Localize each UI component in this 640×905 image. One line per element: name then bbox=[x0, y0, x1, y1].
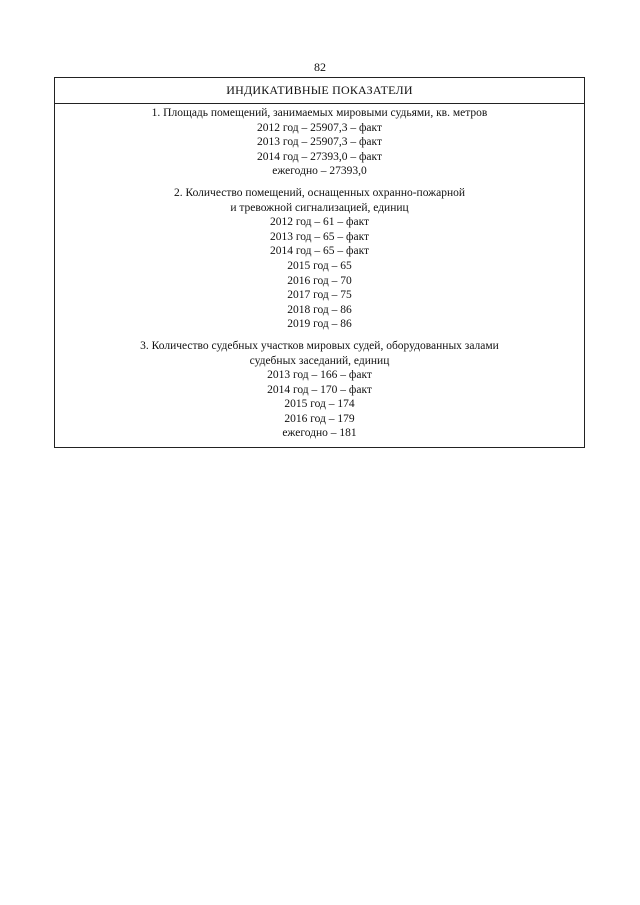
indicator-value: 2015 год – 174 bbox=[284, 398, 355, 411]
indicator-value: 2014 год – 170 – факт bbox=[267, 383, 372, 396]
indicators-table bbox=[54, 77, 585, 448]
indicator-area bbox=[55, 106, 584, 179]
indicator-value: 2018 год – 86 bbox=[287, 303, 352, 316]
indicator-value: 2019 год – 86 bbox=[287, 318, 352, 331]
indicator-value: 2017 год – 75 bbox=[287, 289, 352, 302]
indicator-value: 2014 год – 27393,0 – факт bbox=[257, 150, 382, 163]
indicator-alarm-rooms bbox=[55, 186, 584, 332]
table-header: ИНДИКАТИВНЫЕ ПОКАЗАТЕЛИ bbox=[55, 78, 584, 104]
indicator-value: 2012 год – 61 – факт bbox=[269, 216, 370, 229]
table-body bbox=[55, 104, 584, 447]
indicator-value: 2014 год – 65 – факт bbox=[269, 245, 370, 258]
indicator-title: 3. Количество судебных участков мировых судей, оборудованных залами bbox=[140, 339, 499, 352]
indicator-value: 2013 год – 25907,3 – факт bbox=[257, 136, 382, 149]
indicator-title: 1. Площадь помещений, занимаемых мировыми судьями, кв. метров bbox=[151, 107, 488, 119]
indicator-value: 2012 год – 25907,3 – факт bbox=[257, 121, 382, 134]
indicator-title: судебных заседаний, единиц bbox=[249, 354, 390, 367]
indicator-value: 2016 год – 179 bbox=[284, 412, 355, 425]
indicator-value: ежегодно – 181 bbox=[282, 427, 357, 440]
page-number: 82 bbox=[314, 60, 326, 74]
indicator-value: 2013 год – 65 – факт bbox=[269, 230, 370, 243]
indicator-court-halls bbox=[55, 339, 584, 441]
indicator-title: 2. Количество помещений, оснащенных охранно-пожарной bbox=[173, 186, 466, 199]
indicator-value: ежегодно – 27393,0 bbox=[272, 165, 367, 178]
indicator-value: 2013 год – 166 – факт bbox=[267, 369, 372, 382]
indicator-title: и тревожной сигнализацией, единиц bbox=[230, 201, 409, 214]
indicator-value: 2015 год – 65 bbox=[287, 259, 352, 272]
indicator-value: 2016 год – 70 bbox=[287, 274, 352, 287]
